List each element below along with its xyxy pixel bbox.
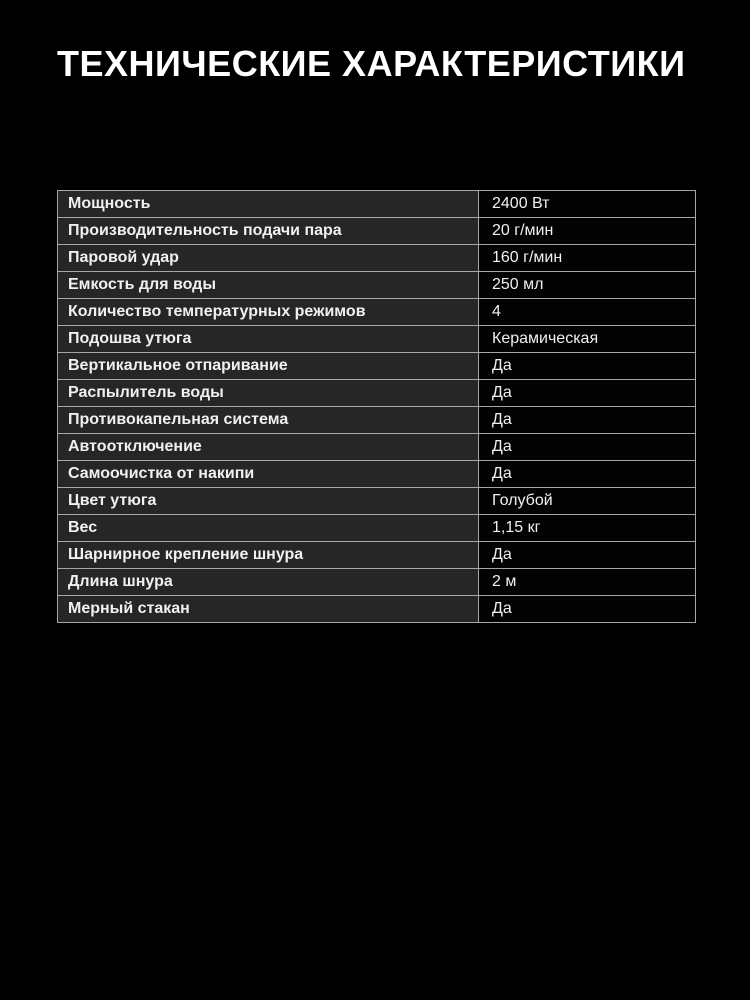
table-row <box>58 461 696 488</box>
spec-value: 2400 Вт <box>479 191 696 218</box>
spec-label: Вертикальное отпаривание <box>58 353 479 380</box>
spec-label: Цвет утюга <box>58 488 479 515</box>
spec-label: Мерный стакан <box>58 596 479 623</box>
spec-value: Да <box>479 542 696 569</box>
spec-label: Паровой удар <box>58 245 479 272</box>
table-row <box>58 488 696 515</box>
spec-value: 160 г/мин <box>479 245 696 272</box>
spec-table <box>57 190 696 623</box>
spec-value: Керамическая <box>479 326 696 353</box>
spec-label: Самоочистка от накипи <box>58 461 479 488</box>
spec-label: Автоотключение <box>58 434 479 461</box>
spec-value: Да <box>479 407 696 434</box>
table-row <box>58 434 696 461</box>
spec-label: Производительность подачи пара <box>58 218 479 245</box>
table-row <box>58 218 696 245</box>
spec-value: 250 мл <box>479 272 696 299</box>
spec-label: Мощность <box>58 191 479 218</box>
spec-value: 1,15 кг <box>479 515 696 542</box>
spec-label: Распылитель воды <box>58 380 479 407</box>
table-row <box>58 326 696 353</box>
spec-value: Да <box>479 461 696 488</box>
table-row <box>58 245 696 272</box>
table-row <box>58 272 696 299</box>
table-row <box>58 542 696 569</box>
spec-label: Противокапельная система <box>58 407 479 434</box>
table-row <box>58 515 696 542</box>
spec-value: Да <box>479 380 696 407</box>
spec-label: Подошва утюга <box>58 326 479 353</box>
spec-value: Голубой <box>479 488 696 515</box>
spec-value: Да <box>479 434 696 461</box>
spec-value: 2 м <box>479 569 696 596</box>
table-row <box>58 353 696 380</box>
spec-label: Длина шнура <box>58 569 479 596</box>
spec-value: 4 <box>479 299 696 326</box>
spec-value: Да <box>479 596 696 623</box>
spec-value: Да <box>479 353 696 380</box>
spec-label: Емкость для воды <box>58 272 479 299</box>
table-row <box>58 569 696 596</box>
spec-label: Шарнирное крепление шнура <box>58 542 479 569</box>
table-row <box>58 407 696 434</box>
table-row <box>58 299 696 326</box>
page-title: ТЕХНИЧЕСКИЕ ХАРАКТЕРИСТИКИ <box>57 43 686 84</box>
table-row <box>58 596 696 623</box>
spec-label: Вес <box>58 515 479 542</box>
table-row <box>58 380 696 407</box>
table-row <box>58 191 696 218</box>
spec-value: 20 г/мин <box>479 218 696 245</box>
spec-label: Количество температурных режимов <box>58 299 479 326</box>
